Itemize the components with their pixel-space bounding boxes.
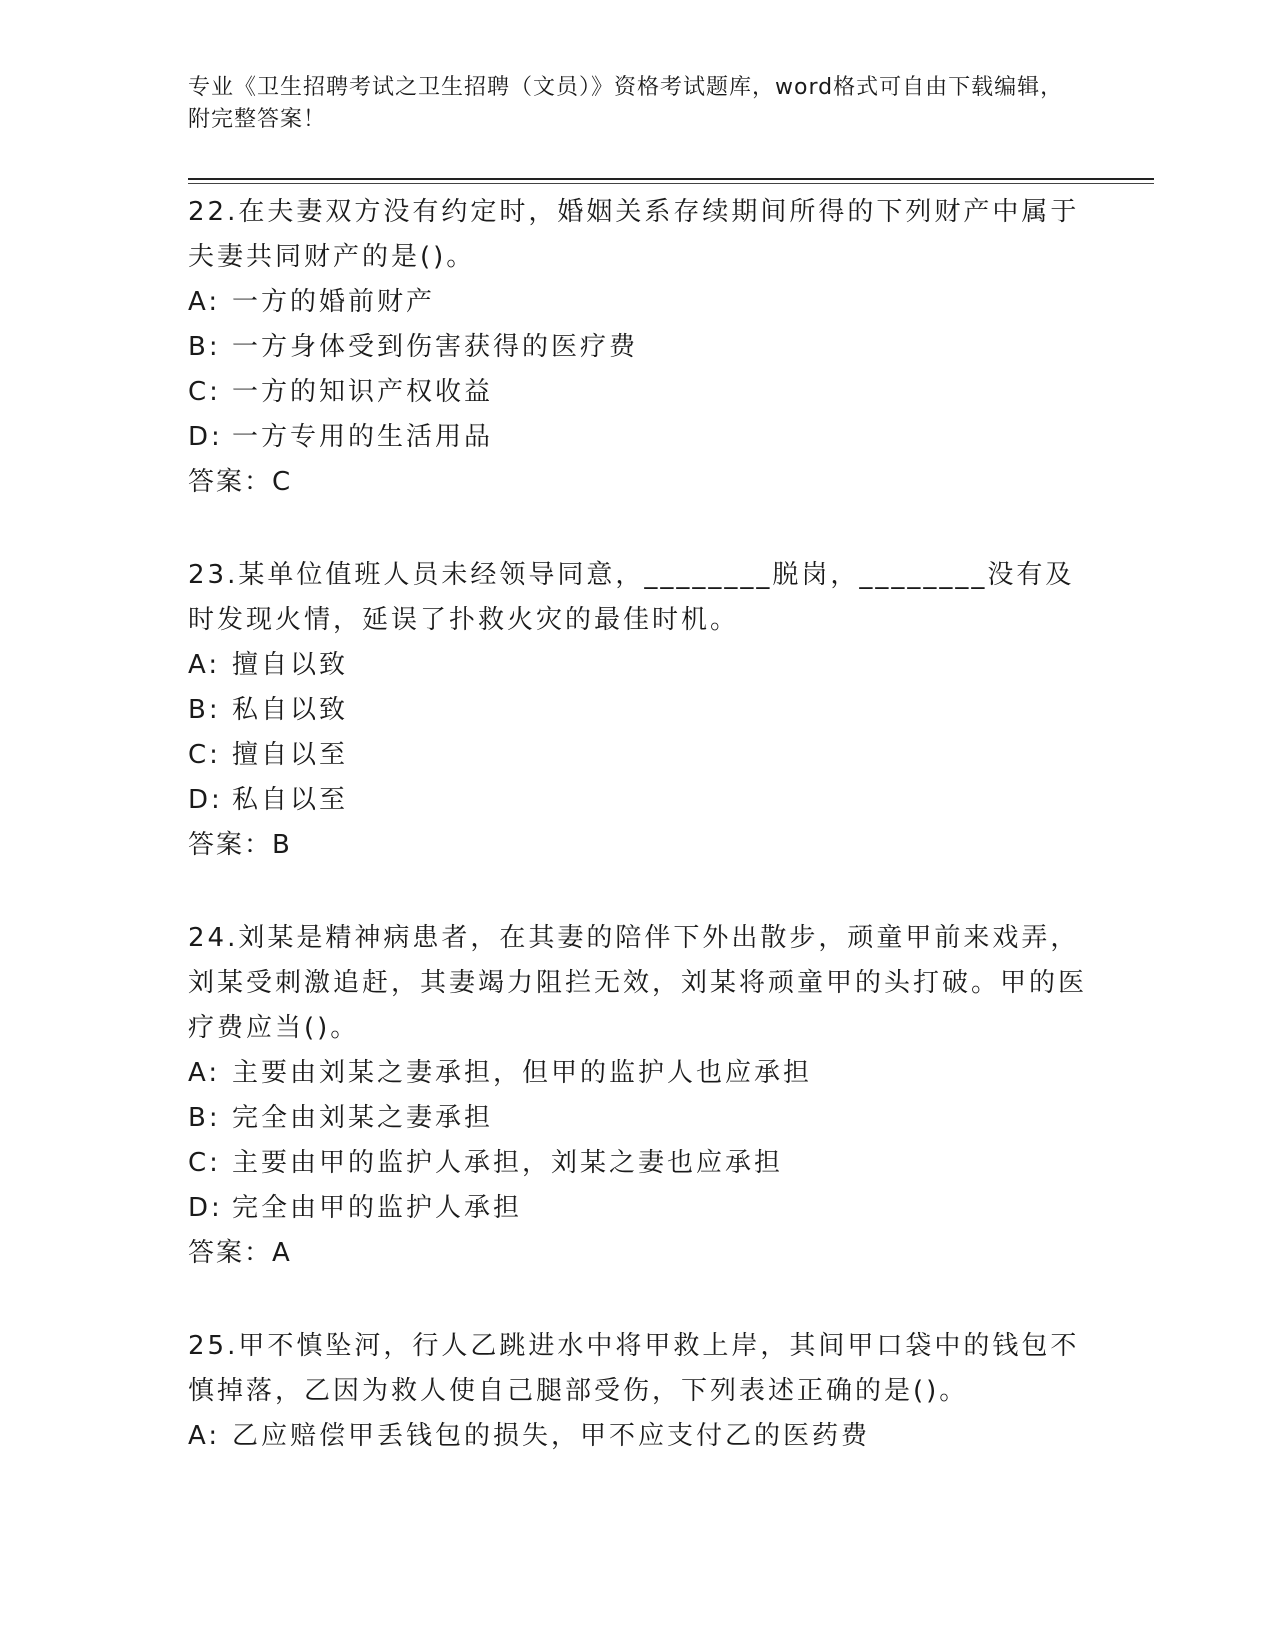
- option-key: B:: [188, 332, 221, 362]
- option-key: C:: [188, 740, 221, 770]
- option-key: C:: [188, 377, 221, 407]
- header-rule-thin: [188, 183, 1154, 184]
- option-text: 一方身体受到伤害获得的医疗费: [232, 332, 639, 362]
- option-c: [188, 370, 1088, 415]
- option-text: 擅自以致: [232, 650, 349, 680]
- option-text: 乙应赔偿甲丢钱包的损失，甲不应支付乙的医药费: [232, 1421, 871, 1451]
- option-text: 一方专用的生活用品: [232, 422, 494, 452]
- option-key: A:: [188, 1058, 221, 1088]
- option-key: D:: [188, 785, 223, 815]
- option-key: B:: [188, 1103, 221, 1133]
- option-text: 一方的知识产权收益: [232, 377, 494, 407]
- option-text: 擅自以至: [232, 740, 349, 770]
- question-stem: 22.在夫妻双方没有约定时，婚姻关系存续期间所得的下列财产中属于夫妻共同财产的是()。: [188, 197, 1080, 272]
- option-a: [188, 643, 1088, 688]
- answer-label: 答案：: [188, 1238, 273, 1268]
- option-c: [188, 1141, 1088, 1186]
- option-a: [188, 1414, 1088, 1459]
- option-c: [188, 733, 1088, 778]
- option-text: 主要由甲的监护人承担，刘某之妻也应承担: [232, 1148, 784, 1178]
- option-b: [188, 1096, 1088, 1141]
- option-key: C:: [188, 1148, 221, 1178]
- option-b: [188, 688, 1088, 733]
- answer-value: A: [272, 1238, 292, 1268]
- answer-value: C: [272, 467, 293, 497]
- option-key: D:: [188, 422, 223, 452]
- question-stem: 23.某单位值班人员未经领导同意，________脱岗，________没有及时发现火情，延误了扑救火灾的最佳时机。: [188, 560, 1075, 635]
- answer-label: 答案：: [188, 830, 273, 860]
- option-d: [188, 415, 1088, 460]
- option-key: D:: [188, 1193, 223, 1223]
- option-text: 完全由甲的监护人承担: [232, 1193, 523, 1223]
- option-d: [188, 1186, 1088, 1231]
- question-stem: 25.甲不慎坠河，行人乙跳进水中将甲救上岸，其间甲口袋中的钱包不慎掉落，乙因为救人使自己腿部受伤，下列表述正确的是()。: [188, 1331, 1080, 1406]
- option-text: 主要由刘某之妻承担，但甲的监护人也应承担: [232, 1058, 813, 1088]
- option-a: [188, 280, 1088, 325]
- question-list: [188, 190, 1088, 1507]
- question-23: [188, 553, 1088, 868]
- option-text: 一方的婚前财产: [232, 287, 436, 317]
- question-24: [188, 916, 1088, 1276]
- option-key: A:: [188, 650, 221, 680]
- option-a: [188, 1051, 1088, 1096]
- answer: [188, 823, 1088, 868]
- question-25: [188, 1324, 1088, 1459]
- option-d: [188, 778, 1088, 823]
- option-key: A:: [188, 1421, 221, 1451]
- answer: [188, 1231, 1088, 1276]
- option-key: B:: [188, 695, 221, 725]
- header-rule-thick: [188, 178, 1154, 180]
- option-text: 私自以至: [232, 785, 349, 815]
- question-stem: 24.刘某是精神病患者，在其妻的陪伴下外出散步，顽童甲前来戏弄，刘某受刺激追赶，其妻竭力阻拦无效，刘某将顽童甲的头打破。甲的医疗费应当()。: [188, 923, 1088, 1043]
- answer: [188, 460, 1088, 505]
- option-text: 完全由刘某之妻承担: [232, 1103, 494, 1133]
- answer-label: 答案：: [188, 467, 273, 497]
- answer-value: B: [272, 830, 292, 860]
- page-header: 专业《卫生招聘考试之卫生招聘（文员）》资格考试题库，word格式可自由下载编辑，附完整答案！: [188, 75, 1064, 132]
- option-b: [188, 325, 1088, 370]
- option-key: A:: [188, 287, 221, 317]
- option-text: 私自以致: [232, 695, 349, 725]
- question-22: [188, 190, 1088, 505]
